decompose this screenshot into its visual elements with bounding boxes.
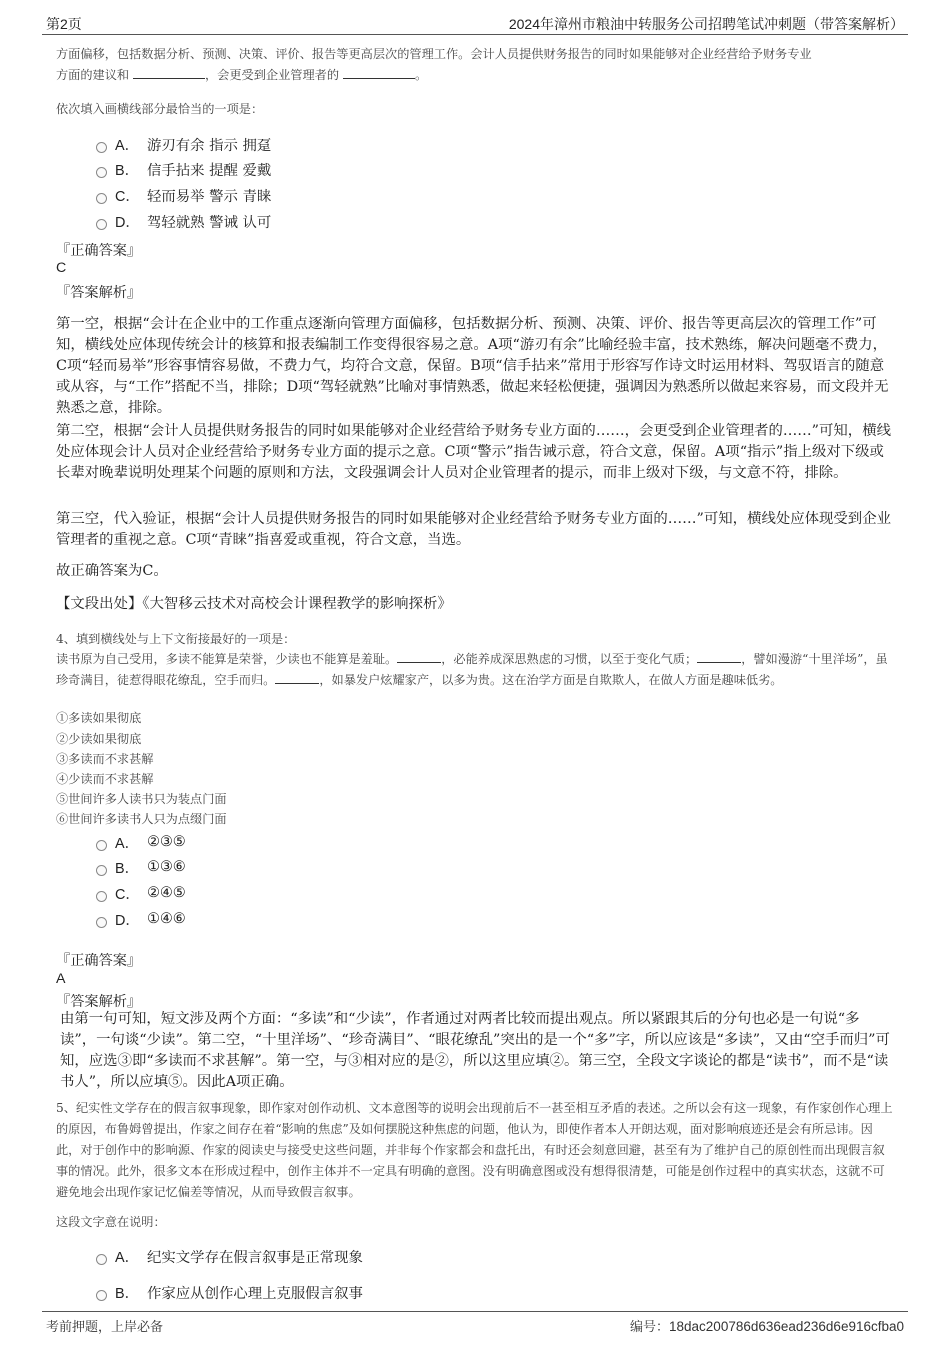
q3-answer-label: 『正确答案』 [56,243,142,259]
q3-passage [56,44,894,86]
q4-item-3: ③多读而不求甚解 [56,752,154,766]
option-key: B． [115,162,139,179]
option-key: C． [115,188,140,205]
radio-icon[interactable] [96,167,107,178]
option-key: A． [115,835,139,852]
blank-line [397,650,441,663]
q4-option-b[interactable] [96,856,186,878]
option-text: 轻而易举 警示 青睐 [147,188,272,205]
option-text: 游刃有余 指示 拥趸 [147,137,272,154]
q4-stem: 4、填到横线处与上下文衔接最好的一项是： [56,632,296,646]
q3-analysis-label: 『答案解析』 [56,285,142,301]
q3-passage-line2a: 方面的建议和 [56,68,130,82]
q3-option-d[interactable] [96,210,271,232]
q3-answer: C [56,260,67,276]
document-title: 2024年漳州市粮油中转服务公司招聘笔试冲刺题（带答案解析） [508,16,904,32]
page-number: 第2页 [46,16,82,32]
q4-passage [56,649,894,691]
footer-code-wrap [630,1316,904,1335]
q4-option-d[interactable] [96,908,186,930]
radio-icon[interactable] [96,219,107,230]
q3-passage-line2b: ，会更受到企业管理者的 [205,68,340,82]
q3-passage-line2c: 。 [414,68,428,82]
q4-answer-label: 『正确答案』 [56,953,142,969]
option-key: D． [115,912,140,929]
q3-analysis-4: 故正确答案为C。 [56,563,168,579]
radio-icon[interactable] [96,142,107,153]
q4-passage-d: ，如暴发户炫耀家产，以多为贵。这在治学方面是自欺欺人，在做人方面是趣味低劣。 [319,673,783,687]
option-key: D． [115,214,140,231]
q4-item-5: ⑤世间许多人读书只为装点门面 [56,792,227,806]
q3-option-c[interactable] [96,184,271,206]
q4-item-2: ②少读如果彻底 [56,732,142,746]
q4-item-1: ①多读如果彻底 [56,711,142,725]
footer-code-label: 编号： [630,1320,670,1335]
option-key: A． [115,137,139,154]
q4-option-a[interactable] [96,831,186,853]
option-text: ②④⑤ [147,885,186,901]
q3-analysis-3: 第三空，代入验证，根据“会计人员提供财务报告的同时如果能够对企业经营给予财务专业方面的……”可知，横线处应体现受到企业管理者的重视之意。C项“青睐”指喜爱或重视，符合文意，当选。 [56,511,891,548]
blank-line [275,671,319,684]
q4-analysis: 由第一句可知，短文涉及两个方面：“多读”和“少读”，作者通过对两者比较而提出观点。所以紧跟其后的分句也必是一句说“多读”，一句谈“少读”。第二空，“十里洋场”、“珍奇满目”、“眼花缭乱”突出的是一个“多”字，所以应该是“多读”，又由“空手而归”可知，应选③即“多读而不求甚解”。第一空，与③相对应的是②，所以这里应填②。第三空，全段文字谈论的都是“读书”，而不是“读书人”，所以应填⑤。因此A项正确。 [60,1011,890,1090]
q5-option-a[interactable] [96,1245,363,1267]
option-key: B． [115,1285,139,1302]
page-footer [42,1311,908,1334]
radio-icon[interactable] [96,891,107,902]
option-text: ①④⑥ [147,911,186,927]
radio-icon[interactable] [96,865,107,876]
option-text: ①③⑥ [147,859,186,875]
option-text: 纪实文学存在假言叙事是正常现象 [147,1249,363,1266]
radio-icon[interactable] [96,840,107,851]
q4-analysis-label: 『答案解析』 [56,994,142,1010]
radio-icon[interactable] [96,1290,107,1301]
q5-option-b[interactable] [96,1281,363,1303]
option-text: ②③⑤ [147,834,186,850]
option-key: A． [115,1249,139,1266]
blank-line [697,650,741,663]
q3-option-a[interactable] [96,133,271,155]
q4-passage-b: ，必能养成深思熟虑的习惯，以至于变化气质； [441,652,698,666]
q3-source: 【文段出处】《大智移云技术对高校会计课程教学的影响探析》 [56,596,452,612]
q4-answer: A [56,971,66,987]
radio-icon[interactable] [96,917,107,928]
q4-option-c[interactable] [96,882,186,904]
q5-stem: 5、纪实性文学存在的假言叙事现象，即作家对创作动机、文本意图等的说明会出现前后不一甚至相互矛盾的表述。之所以会有这一现象，有作家创作心理上的原因，布鲁姆曾提出，作家之间存在着“影响的焦虑”及如何摆脱这种焦虑的问题，他认为，即使作者本人开朗达观，面对影响痕迹还是会有所忌讳。因此，对于创作中的影响源、作家的阅读史与接受史这些问题，并非每个作家都会和盘托出，有时还会刻意回避，甚至有为了维护自己的原创性而出现假言叙事的情况。此外，很多文本在形成过程中，创作主体并不一定具有明确的意图。没有明确意图或没有想得很清楚，可能是创作过程中的真实状态，这就不可避免地会出现作家记忆偏差等情况，从而导致假言叙事。 [56,1101,893,1199]
q4-item-4: ④少读而不求甚解 [56,772,154,786]
q3-option-b[interactable] [96,158,271,180]
footer-slogan: 考前押题，上岸必备 [46,1320,164,1335]
option-key: B． [115,860,139,877]
radio-icon[interactable] [96,1254,107,1265]
blank-line [343,66,415,79]
q5-prompt: 这段文字意在说明： [56,1215,166,1229]
option-text: 信手拈来 提醒 爱戴 [147,162,272,179]
q3-prompt: 依次填入画横线部分最恰当的一项是： [56,102,264,116]
option-key: C． [115,886,140,903]
q4-item-6: ⑥世间许多读书人只为点缀门面 [56,812,227,826]
option-text: 驾轻就熟 警诫 认可 [147,214,272,231]
q3-analysis-1: 第一空，根据“会计在企业中的工作重点逐渐向管理方面偏移，包括数据分析、预测、决策、评价、报告等更高层次的管理工作”可知，横线处应体现传统会计的核算和报表编制工作变得很容易之意。A项“游刃有余”比喻经验丰富，技术熟练，解决问题毫不费力，C项“轻而易举”形容事情容易做，不费力气，均符合文意，保留。B项“信手拈来”常用于形容写作诗文时运用材料、驾驭语言的随意或从容，与“工作”搭配不当，排除；D项“驾轻就熟”比喻对事情熟悉，做起来轻松便捷，强调因为熟悉所以做起来容易，而文段并无熟悉之意，排除。 [56,316,889,416]
page-header [42,14,908,35]
q4-passage-c: ，譬如漫游“十里洋场”，虽珍奇满目，徒惹得眼花缭乱，空手而归。 [56,652,888,687]
q3-analysis-2: 第二空，根据“会计人员提供财务报告的同时如果能够对企业经营给予财务专业方面的……，会更受到企业管理者的……”可知，横线处应体现会计人员对企业经营给予财务专业方面的提示之意。C项“警示”指告诫示意，符合文意，保留。A项“指示”指上级对下级或长辈对晚辈说明处理某个问题的原则和方法，文段强调会计人员对企业管理者的提示，而非上级对下级，与文意不符，排除。 [56,423,891,481]
q4-passage-a: 读书原为自己受用，多读不能算是荣誉，少读也不能算是羞耻。 [56,652,398,666]
q3-passage-line1: 方面偏移，包括数据分析、预测、决策、评价、报告等更高层次的管理工作。会计人员提供财务报告的同时如果能够对企业经营给予财务专业 [56,47,812,61]
blank-line [133,66,205,79]
radio-icon[interactable] [96,193,107,204]
footer-code: 18dac200786d636ead236d6e916cfba0 [669,1319,904,1334]
option-text: 作家应从创作心理上克服假言叙事 [147,1285,363,1302]
